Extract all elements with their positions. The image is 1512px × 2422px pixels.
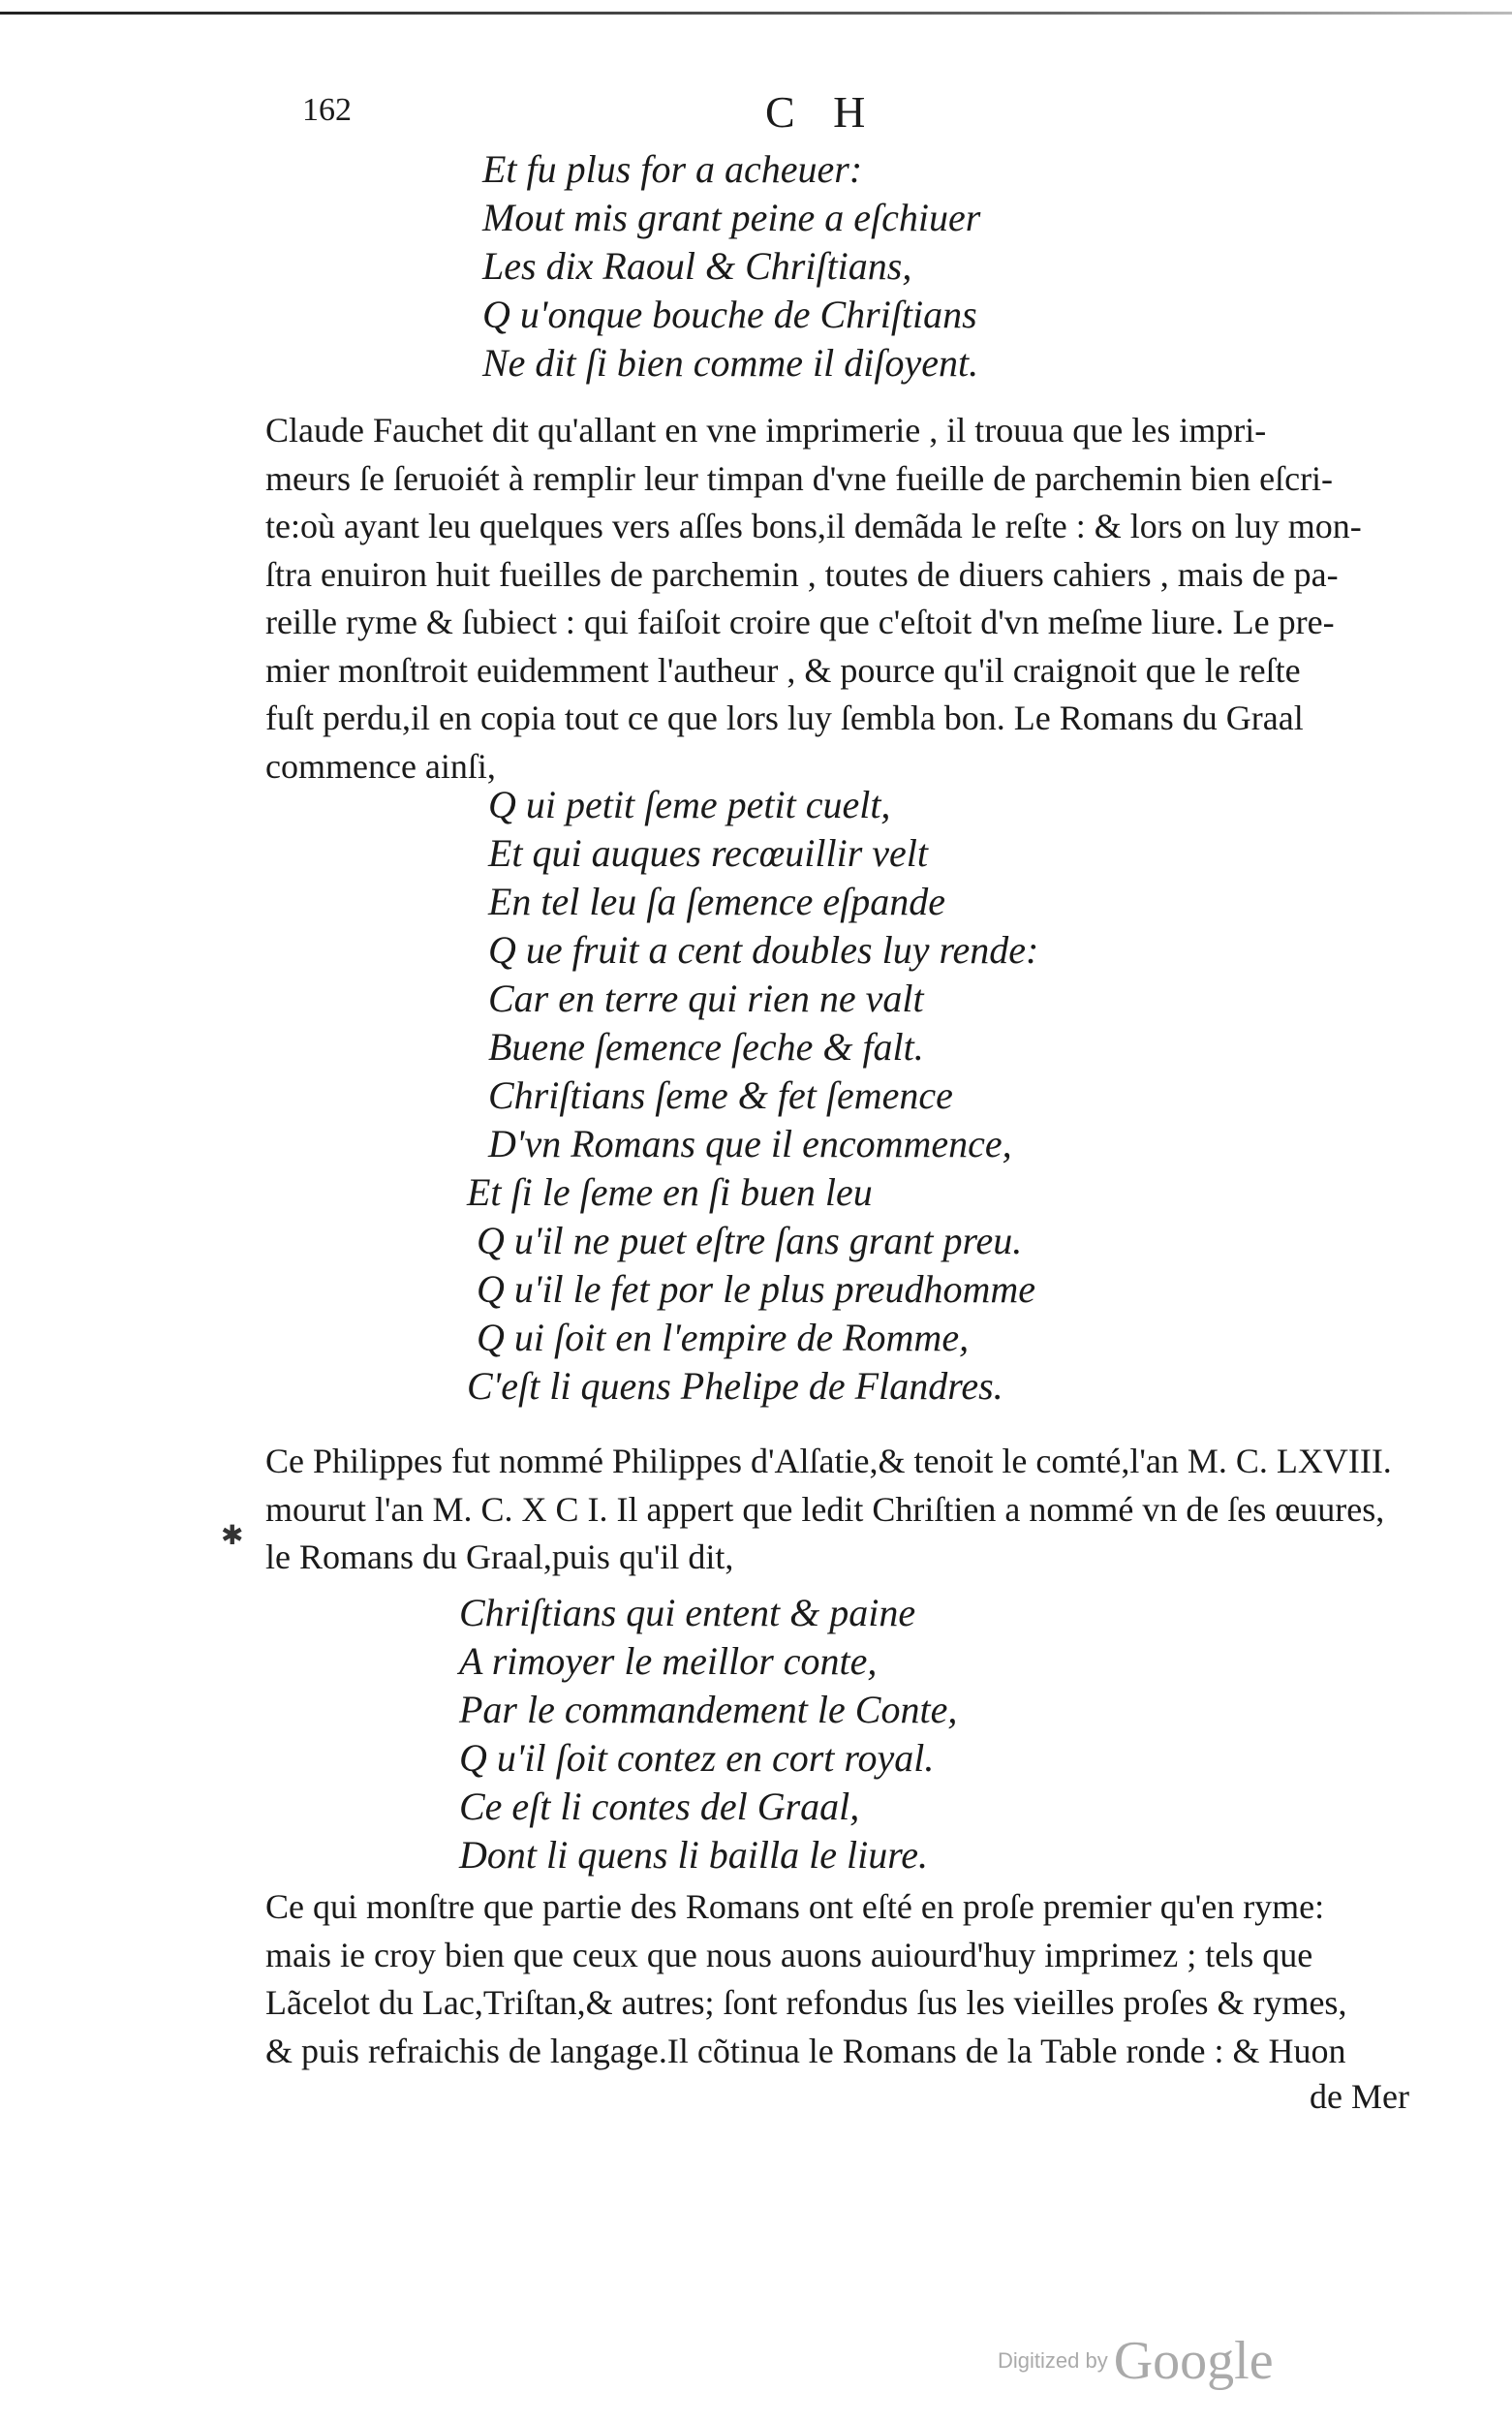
- verse-line: Mout mis grant peine a eſchiuer: [482, 196, 981, 239]
- prose-line: le Romans du Graal,puis qu'il dit,: [265, 1537, 734, 1576]
- prose-line: meurs ſe ſeruoiét à remplir leur timpan d'vne fueille de parchemin bien eſcri-: [265, 458, 1334, 498]
- verse-line: Et fu plus for a acheuer:: [482, 147, 863, 191]
- prose-line: Ce Philippes fut nommé Philippes d'Alſatie,& tenoit le comté,l'an M. C. LXVIII.: [265, 1442, 1392, 1480]
- prose-line: mais ie croy bien que ceux que nous auons auiourd'huy imprimez ; tels que: [265, 1935, 1313, 1974]
- verse-line: Et qui auques recœuillir velt: [488, 831, 929, 875]
- prose-line: mier monſtroit euidemment l'autheur , & pource qu'il craignoit que le reſte: [265, 650, 1301, 690]
- margin-mark: ✱: [221, 1521, 244, 1551]
- prose-paragraph-2: [265, 1438, 1399, 1582]
- verse-line: Les dix Raoul & Chriſtians,: [482, 244, 912, 288]
- verse-line: Q u'onque bouche de Chriſtians: [482, 293, 977, 336]
- page-header: [302, 87, 1406, 140]
- prose-paragraph-3: [265, 1883, 1399, 2075]
- verse-block-2: [467, 781, 1038, 1411]
- prose-line: & puis refraichis de langage.Il cõtinua le Romans de la Table ronde : & Huon: [265, 2031, 1346, 2070]
- prose-line: Lãcelot du Lac,Triſtan,& autres; ſont refondus ſus les vieilles proſes & rymes,: [265, 1983, 1347, 2022]
- verse-line: En tel leu ſa ſemence eſpande: [488, 880, 946, 923]
- verse-line: Q u'il ne puet eſtre ſans grant preu.: [477, 1219, 1023, 1262]
- verse-line: Q ui petit ſeme petit cuelt,: [488, 783, 891, 826]
- verse-line: Q ue fruit a cent doubles luy rende:: [488, 928, 1039, 972]
- prose-line: Claude Fauchet dit qu'allant en vne imprimerie , il trouua que les impri-: [265, 411, 1267, 450]
- catchword: de Mer: [1310, 2077, 1409, 2116]
- running-head: C H: [765, 87, 879, 137]
- verse-line: Buene ſemence ſeche & falt.: [488, 1025, 924, 1069]
- verse-line: Chriſtians ſeme & fet ſemence: [488, 1073, 953, 1117]
- prose-line: reille ryme & ſubiect : qui faiſoit croire que c'eſtoit d'vn meſme liure. Le pre-: [265, 603, 1335, 641]
- verse-line: Dont li quens li bailla le liure.: [459, 1833, 929, 1877]
- verse-line: Ne dit ſi bien comme il diſoyent.: [482, 341, 979, 385]
- verse-line: A rimoyer le meillor conte,: [459, 1639, 878, 1683]
- verse-line: Et ſi le ſeme en ſi buen leu: [467, 1170, 873, 1214]
- prose-line: mourut l'an M. C. X C I. Il appert que ledit Chriſtien a nommé vn de ſes œuures,: [265, 1489, 1385, 1529]
- verse-line: Ce eſt li contes del Graal,: [459, 1785, 860, 1828]
- google-logo-text: Google: [1113, 2331, 1274, 2391]
- verse-line: Par le commandement le Conte,: [459, 1688, 958, 1731]
- verse-line: C'eſt li quens Phelipe de Flandres.: [467, 1364, 1003, 1408]
- prose-line: Ce qui monſtre que partie des Romans ont eſté en proſe premier qu'en ryme:: [265, 1887, 1325, 1926]
- digitized-by-label: Digitized by: [998, 2348, 1108, 2373]
- verse-block-1: [482, 145, 980, 388]
- prose-line: fuſt perdu,il en copia tout ce que lors luy ſembla bon. Le Romans du Graal: [265, 699, 1304, 737]
- verse-line: D'vn Romans que il encommence,: [488, 1122, 1012, 1165]
- page-number: 162: [302, 92, 352, 128]
- prose-paragraph-1: [265, 407, 1399, 791]
- verse-line: Chriſtians qui entent & paine: [459, 1591, 916, 1634]
- prose-line: ſtra enuiron huit fueilles de parchemin , toutes de diuers cahiers , mais de pa-: [265, 554, 1339, 594]
- google-watermark: [998, 2330, 1274, 2392]
- prose-line: te:où ayant leu quelques vers aſſes bons,il demãda le reſte : & lors on luy mon-: [265, 507, 1362, 545]
- verse-line: Q u'il ſoit contez en cort royal.: [459, 1736, 935, 1780]
- verse-line: Car en terre qui rien ne valt: [488, 977, 924, 1020]
- verse-line: Q u'il le fet por le plus preudhomme: [477, 1267, 1035, 1311]
- verse-line: Q ui ſoit en l'empire de Romme,: [477, 1316, 970, 1359]
- top-rule: [0, 12, 1512, 15]
- prose-line: commence ainſi,: [265, 746, 496, 786]
- verse-block-3: [459, 1589, 957, 1879]
